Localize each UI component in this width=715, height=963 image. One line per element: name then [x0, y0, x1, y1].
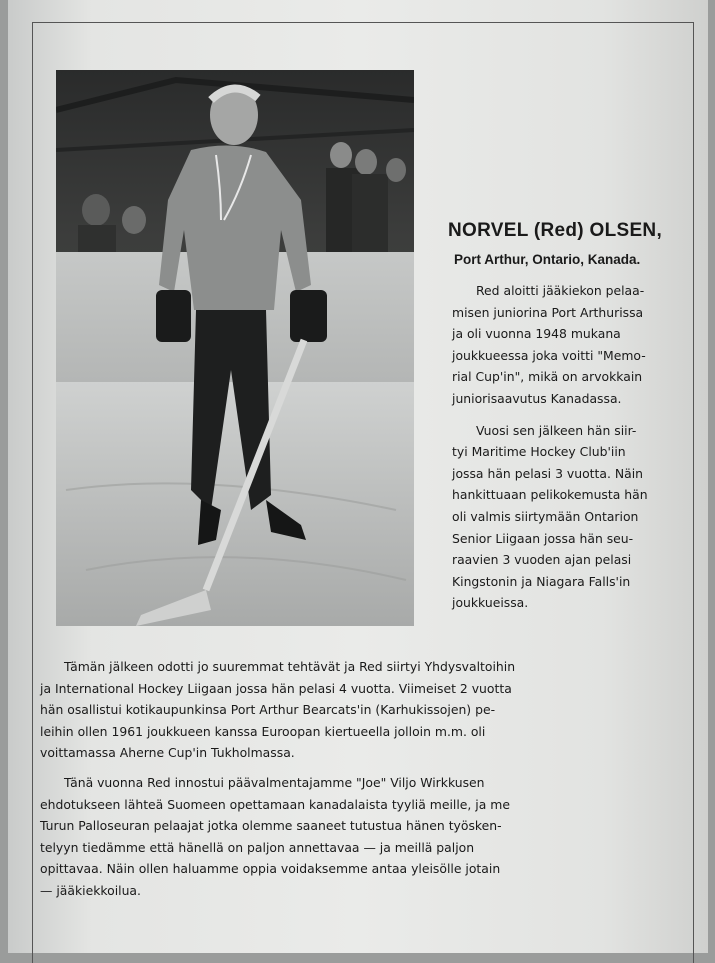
player-name: NORVEL (Red) OLSEN,	[448, 220, 663, 241]
player-hometown: Port Arthur, Ontario, Kanada.	[454, 252, 641, 267]
player-photo	[56, 70, 414, 626]
hockey-player-illustration	[56, 70, 414, 626]
paragraph: Red aloitti jääkiekon pelaa- misen juniorina Port Arthurissa ja oli vuonna 1948 mukana joukkueessa joka voitti "Memo- rial Cup'in", mikä on arvokkain juniorisaavutus Kanadassa.	[452, 283, 646, 406]
magazine-page	[8, 0, 708, 953]
body-text	[40, 656, 704, 908]
intro-column	[448, 218, 702, 624]
paragraph: Tämän jälkeen odotti jo suuremmat tehtävät ja Red siirtyi Yhdysvaltoihin ja International Hockey Liigaan jossa hän pelasi 4 vuotta. Viimeiset 2 vuotta hän osallistui kotikaupunkinsa Port Arthur Bearcats'in (Karhukissojen) pe- leihin ollen 1961 joukkueen kanssa Euroopan kiertueella jolloin m.m. oli voittamassa Aherne Cup'in Tukholmassa.	[40, 659, 516, 761]
paragraph: Tänä vuonna Red innostui päävalmentajamme "Joe" Viljo Wirkkusen ehdotukseen lähteä Suomeen opettamaan kanadalaista tyyliä meille, ja me Turun Palloseuran pelaajat jotka olemme saaneet tutustua hänen työsken- telyyn tiedämme että hänellä on paljon annettavaa — ja meillä paljon opittavaa. Näin ollen haluamme oppia voidaksemme antaa yleisölle jotain — jääkiekkoilua.	[40, 774, 510, 898]
paragraph: Vuosi sen jälkeen hän siir- tyi Maritime Hockey Club'iin jossa hän pelasi 3 vuotta. Näin hankittuaan pelikokemusta hän oli valmis siirtymään Ontarion Senior Liigaan jossa hän seu- raavien 3 vuoden ajan pelasi Kingstonin ja Niagara Falls'in joukkueissa.	[452, 422, 648, 611]
